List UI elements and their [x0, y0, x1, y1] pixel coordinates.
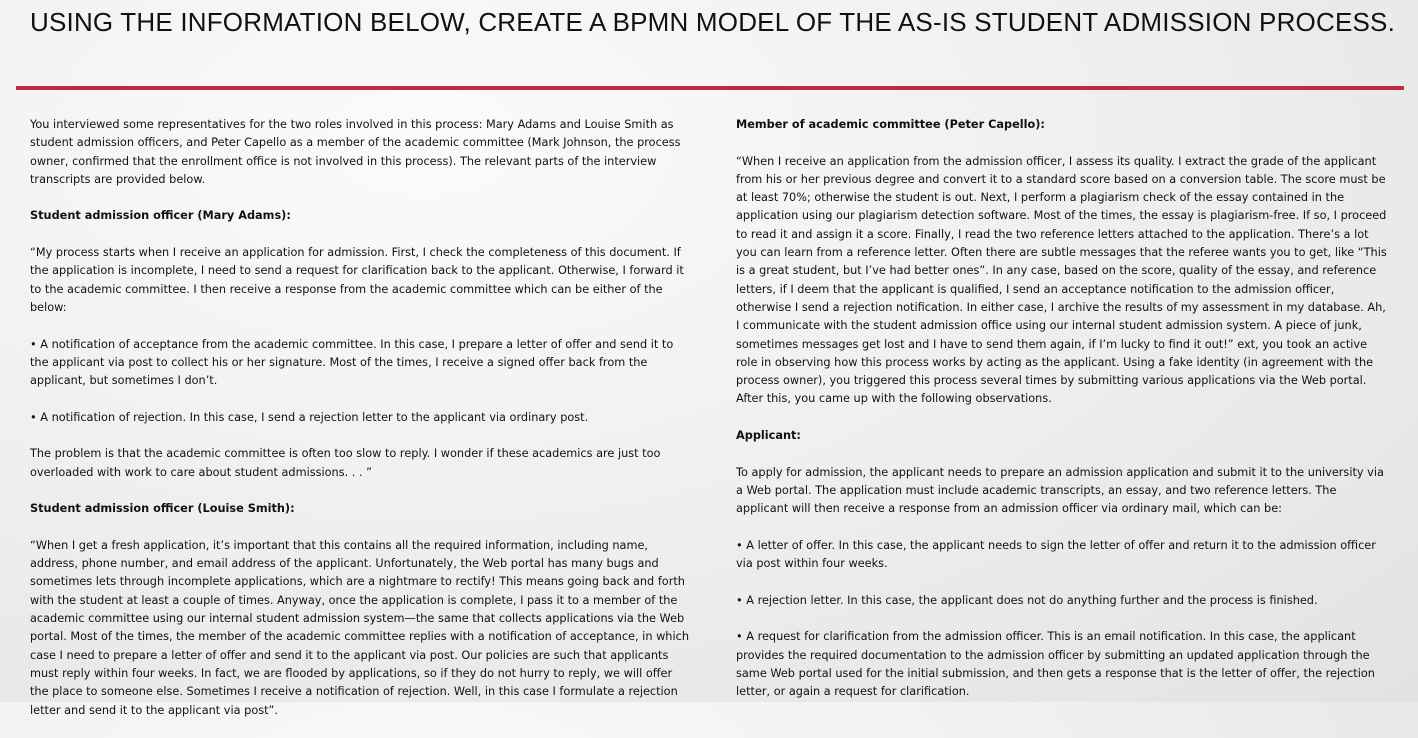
mary-adams-bullet-rejection: • A notification of rejection. In this case, I send a rejection letter to the applicant via ordinary post.	[30, 410, 589, 424]
applicant-intro: To apply for admission, the applicant needs to prepare an admission application and submit it to the university via a Web portal. The application must include academic transcripts, an essay, and two reference letters. The applicant will then receive a response from an admission officer via ordinary mail, which can be:	[736, 465, 1384, 516]
louise-smith-quote: “When I get a fresh application, it’s important that this contains all the required information, including name, address, phone number, and email address of the applicant. Unfortunately, the Web portal has many bugs and sometimes lets through incomplete applications, which are a nightmare to rectify! This means going back and forth with the student at least a couple of times. Anyway, once the application is complete, I pass it to a member of the academic committee using our internal student admission system—the same that collects applications via the Web portal. Most of the times, the member of the academic committee replies with a notification of acceptance, in which case I need to prepare a letter of offer and send it to the applicant via post. Our policies are such that applicants must reply within four weeks. In fact, we are flooded by applications, so if they do not hurry to reply, we will offer the place to someone else. Sometimes I receive a notification of rejection. Well, in this case I formulate a rejection letter and send it to the applicant via post”.	[30, 538, 689, 717]
peter-capello-heading: Member of academic committee (Peter Capello):	[736, 118, 1045, 131]
right-column	[736, 116, 1392, 720]
left-column	[30, 116, 692, 738]
peter-capello-quote: “When I receive an application from the admission officer, I assess its quality. I extract the grade of the applicant from his or her previous degree and convert it to a standard score based on a conversion table. The score must be at least 70%; otherwise the student is out. Next, I perform a plagiarism check of the essay contained in the application using our plagiarism detection software. Most of the times, the essay is plagiarism-free. If so, I proceed to read it and assign it a score. Finally, I read the two reference letters attached to the application. There’s a lot you can learn from a reference letter. Often there are subtle messages that the referee wants you to get, like “This is a great student, but I’ve had better ones”. In any case, based on the score, quality of the essay, and reference letters, if I deem that the applicant is qualified, I send an acceptance notification to the admission officer, otherwise I send a rejection notification. In either case, I archive the results of my assessment in my database. Ah, I communicate with the student admission office using our internal student admission system. A piece of junk, sometimes messages get lost and I have to send them again, if I’m lucky to find it out!” ext, you took an active role in observing how this process works by acting as the applicant. Using a fake identity (in agreement with the process owner), you triggered this process several times by submitting various applications via the Web portal. After this, you came up with the following observations.	[736, 154, 1387, 406]
title-divider	[16, 86, 1404, 90]
slide-title: USING THE INFORMATION BELOW, CREATE A BPMN MODEL OF THE AS-IS STUDENT ADMISSION PROCESS.	[30, 7, 1396, 37]
mary-adams-bullet-acceptance: • A notification of acceptance from the academic committee. In this case, I prepare a letter of offer and send it to the applicant via post to collect his or her signature. Most of the times, I receive a signed offer back from the applicant, but sometimes I don’t.	[30, 337, 674, 388]
intro-paragraph: You interviewed some representatives for the two roles involved in this process: Mary Adams and Louise Smith as student admission officers, and Peter Capello as a member of the academic committee (Mark Johnson, the process owner, confirmed that the enrollment office is not involved in this process). The relevant parts of the interview transcripts are provided below.	[30, 118, 681, 186]
applicant-bullet-rejection: • A rejection letter. In this case, the applicant does not do anything further and the process is finished.	[736, 593, 1318, 607]
mary-adams-heading: Student admission officer (Mary Adams):	[30, 209, 291, 223]
applicant-bullet-clarification: • A request for clarification from the admission officer. This is an email notification. In this case, the applicant provides the required documentation to the admission officer by submitting an updated application through the same Web portal used for the initial submission, and then gets a response that is the letter of offer, the rejection letter, or again a request for clarification.	[736, 630, 1375, 699]
mary-adams-closing: The problem is that the academic committee is often too slow to reply. I wonder if these academics are just too overloaded with work to care about student admissions. . . ”	[30, 447, 661, 479]
louise-smith-heading: Student admission officer (Louise Smith):	[30, 502, 295, 516]
mary-adams-quote: “My process starts when I receive an application for admission. First, I check the completeness of this document. If the application is incomplete, I need to send a request for clarification back to the applicant. Otherwise, I forward it to the academic committee. I then receive a response from the academic committee which can be either of the below:	[30, 246, 684, 314]
applicant-heading: Applicant:	[736, 429, 801, 443]
applicant-bullet-offer: • A letter of offer. In this case, the applicant needs to sign the letter of offer and return it to the admission officer via post within four weeks.	[736, 538, 1376, 571]
